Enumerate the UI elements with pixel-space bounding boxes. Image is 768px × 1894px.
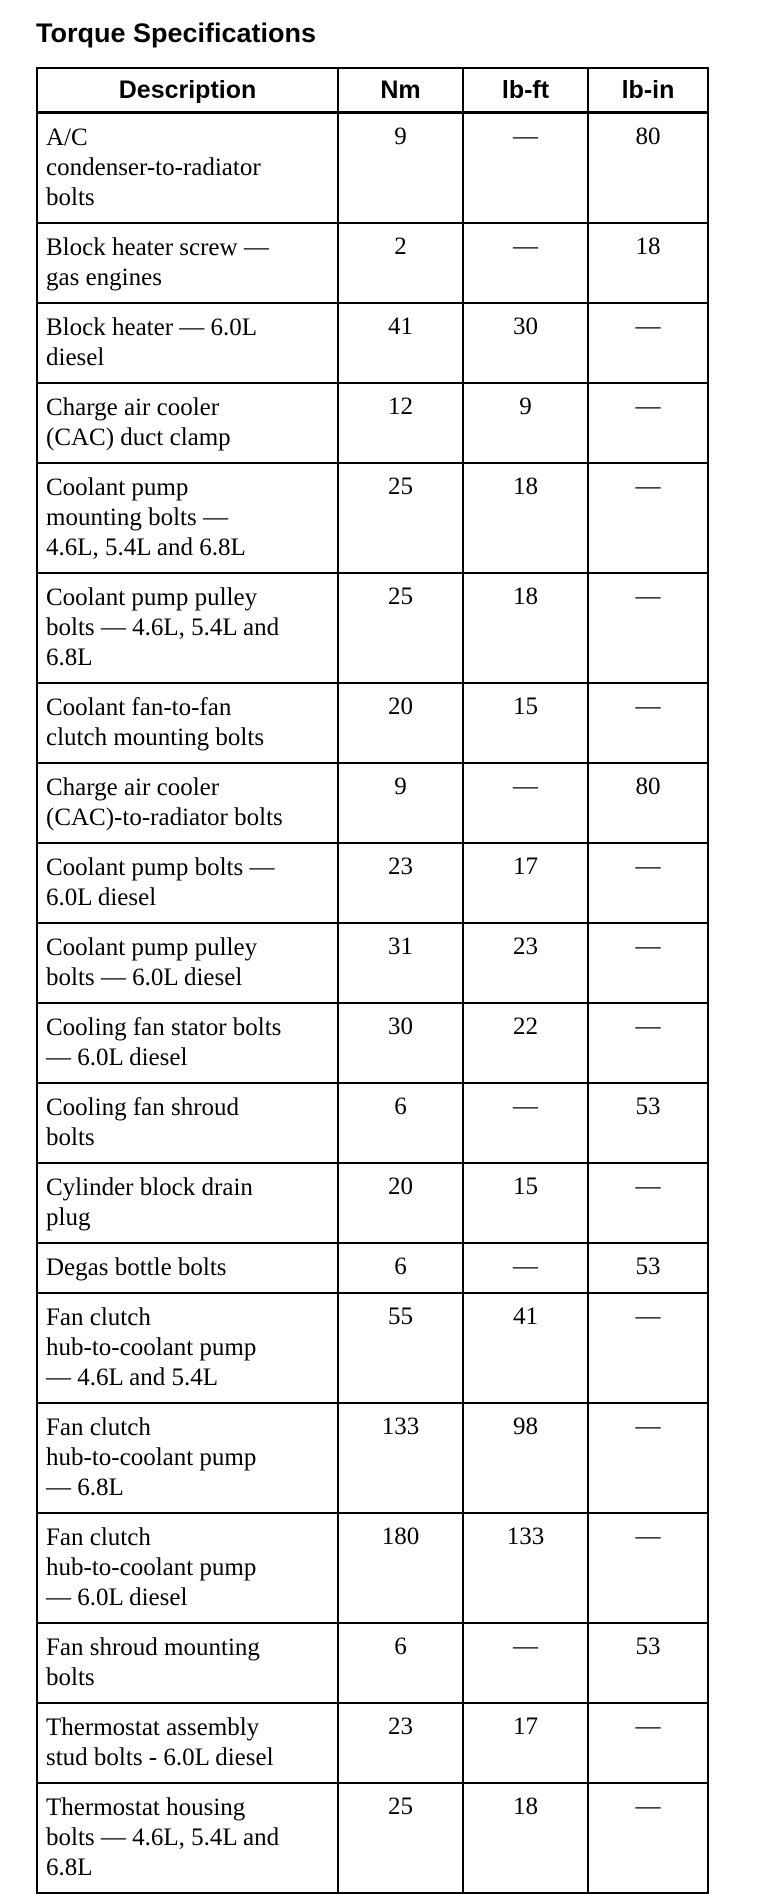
table-row — [37, 683, 708, 763]
description-line: Coolant fan-to-fan — [46, 694, 232, 721]
lb-ft-cell: — — [463, 1083, 588, 1163]
table-row — [37, 1703, 708, 1783]
table-row — [37, 1003, 708, 1083]
description-cell — [37, 763, 338, 843]
table-header-row — [37, 68, 708, 113]
description-line: condenser-to-radiator — [46, 154, 261, 181]
description-cell — [37, 1403, 338, 1513]
lb-ft-cell: 15 — [463, 1163, 588, 1243]
lb-ft-cell: 22 — [463, 1003, 588, 1083]
description-line: hub-to-coolant pump — [46, 1554, 257, 1581]
description-cell — [37, 303, 338, 383]
description-cell — [37, 1623, 338, 1703]
lb-ft-cell: 18 — [463, 573, 588, 683]
torque-spec-table — [36, 67, 709, 1894]
description-line: Coolant pump bolts — — [46, 854, 275, 881]
description-line: bolts — 4.6L, 5.4L and — [46, 614, 280, 641]
lb-ft-cell: 41 — [463, 1293, 588, 1403]
table-body — [37, 113, 708, 1894]
description-line: bolts — [46, 1124, 95, 1151]
description-line: Charge air cooler — [46, 394, 220, 421]
description-cell — [37, 1083, 338, 1163]
lb-in-cell: — — [588, 1703, 708, 1783]
description-line: mounting bolts — — [46, 504, 228, 531]
lb-ft-cell: — — [463, 763, 588, 843]
description-line: — 4.6L and 5.4L — [46, 1364, 218, 1391]
table-row — [37, 1163, 708, 1243]
description-line: plug — [46, 1204, 91, 1231]
description-line: A/C — [46, 124, 88, 151]
lb-in-cell: — — [588, 303, 708, 383]
description-line: Cylinder block drain — [46, 1174, 253, 1201]
description-line: Fan clutch — [46, 1304, 151, 1331]
table-row — [37, 763, 708, 843]
table-row — [37, 303, 708, 383]
description-line: 6.8L — [46, 644, 93, 671]
lb-ft-cell: 17 — [463, 843, 588, 923]
lb-ft-cell: — — [463, 223, 588, 303]
lb-ft-cell: 23 — [463, 923, 588, 1003]
description-line: Cooling fan shroud — [46, 1094, 240, 1121]
lb-in-cell: — — [588, 923, 708, 1003]
description-cell — [37, 223, 338, 303]
column-header-nm: Nm — [338, 68, 463, 113]
description-line: diesel — [46, 344, 105, 371]
lb-in-cell: 53 — [588, 1623, 708, 1703]
description-line: Degas bottle bolts — [46, 1254, 227, 1281]
lb-in-cell: — — [588, 1783, 708, 1893]
description-line: hub-to-coolant pump — [46, 1444, 257, 1471]
description-line: Thermostat housing — [46, 1794, 246, 1821]
lb-in-cell: — — [588, 1003, 708, 1083]
table-row — [37, 923, 708, 1003]
lb-in-cell: 53 — [588, 1083, 708, 1163]
description-cell — [37, 1243, 338, 1293]
lb-in-cell: — — [588, 383, 708, 463]
description-line: Fan clutch — [46, 1524, 151, 1551]
nm-cell: 20 — [338, 683, 463, 763]
nm-cell: 6 — [338, 1083, 463, 1163]
lb-in-cell: 80 — [588, 113, 708, 224]
table-row — [37, 223, 708, 303]
table-row — [37, 1243, 708, 1293]
lb-ft-cell: 17 — [463, 1703, 588, 1783]
nm-cell: 55 — [338, 1293, 463, 1403]
table-row — [37, 1293, 708, 1403]
table-row — [37, 1513, 708, 1623]
lb-ft-cell: 9 — [463, 383, 588, 463]
table-row — [37, 1783, 708, 1893]
description-cell — [37, 573, 338, 683]
lb-ft-cell: 18 — [463, 463, 588, 573]
nm-cell: 25 — [338, 463, 463, 573]
nm-cell: 31 — [338, 923, 463, 1003]
nm-cell: 20 — [338, 1163, 463, 1243]
nm-cell: 23 — [338, 843, 463, 923]
description-line: 6.0L diesel — [46, 884, 157, 911]
description-line: — 6.0L diesel — [46, 1044, 188, 1071]
description-line: Cooling fan stator bolts — [46, 1014, 282, 1041]
lb-ft-cell: 133 — [463, 1513, 588, 1623]
description-line: (CAC)-to-radiator bolts — [46, 804, 283, 831]
description-line: bolts — 4.6L, 5.4L and — [46, 1824, 280, 1851]
nm-cell: 6 — [338, 1623, 463, 1703]
nm-cell: 30 — [338, 1003, 463, 1083]
table-row — [37, 383, 708, 463]
lb-ft-cell: 15 — [463, 683, 588, 763]
nm-cell: 6 — [338, 1243, 463, 1293]
description-cell — [37, 1703, 338, 1783]
lb-ft-cell: — — [463, 1243, 588, 1293]
table-row — [37, 1623, 708, 1703]
description-line: stud bolts - 6.0L diesel — [46, 1744, 274, 1771]
description-line: bolts — [46, 184, 95, 211]
lb-in-cell: — — [588, 463, 708, 573]
description-line: — 6.0L diesel — [46, 1584, 188, 1611]
column-header-lb-ft: lb-ft — [463, 68, 588, 113]
page-title: Torque Specifications — [36, 18, 317, 48]
lb-in-cell: — — [588, 1293, 708, 1403]
lb-in-cell: — — [588, 1403, 708, 1513]
description-line: Block heater screw — — [46, 234, 269, 261]
description-line: clutch mounting bolts — [46, 724, 265, 751]
lb-in-cell: 80 — [588, 763, 708, 843]
description-line: — 6.8L — [46, 1474, 124, 1501]
description-line: Fan clutch — [46, 1414, 151, 1441]
description-line: Coolant pump pulley — [46, 934, 258, 961]
nm-cell: 41 — [338, 303, 463, 383]
lb-ft-cell: — — [463, 113, 588, 224]
description-line: Block heater — 6.0L — [46, 314, 258, 341]
description-cell — [37, 1003, 338, 1083]
nm-cell: 12 — [338, 383, 463, 463]
lb-in-cell: — — [588, 1163, 708, 1243]
nm-cell: 25 — [338, 573, 463, 683]
table-row — [37, 463, 708, 573]
description-line: Charge air cooler — [46, 774, 220, 801]
lb-ft-cell: 18 — [463, 1783, 588, 1893]
nm-cell: 23 — [338, 1703, 463, 1783]
lb-in-cell: — — [588, 683, 708, 763]
table-row — [37, 843, 708, 923]
description-cell — [37, 1293, 338, 1403]
table-row — [37, 573, 708, 683]
table-row — [37, 113, 708, 224]
lb-in-cell: 53 — [588, 1243, 708, 1293]
lb-in-cell: — — [588, 573, 708, 683]
description-line: 4.6L, 5.4L and 6.8L — [46, 534, 246, 561]
description-line: bolts — 6.0L diesel — [46, 964, 243, 991]
description-line: gas engines — [46, 264, 162, 291]
lb-in-cell: — — [588, 1513, 708, 1623]
description-cell — [37, 923, 338, 1003]
description-cell — [37, 113, 338, 224]
lb-ft-cell: 30 — [463, 303, 588, 383]
nm-cell: 9 — [338, 113, 463, 224]
nm-cell: 180 — [338, 1513, 463, 1623]
description-line: (CAC) duct clamp — [46, 424, 231, 451]
description-line: hub-to-coolant pump — [46, 1334, 257, 1361]
lb-ft-cell: — — [463, 1623, 588, 1703]
description-line: Thermostat assembly — [46, 1714, 260, 1741]
description-cell — [37, 1783, 338, 1893]
column-header-description: Description — [37, 68, 338, 113]
nm-cell: 9 — [338, 763, 463, 843]
description-line: 6.8L — [46, 1854, 93, 1881]
description-line: Coolant pump — [46, 474, 189, 501]
table-row — [37, 1083, 708, 1163]
description-line: Coolant pump pulley — [46, 584, 258, 611]
description-cell — [37, 463, 338, 573]
nm-cell: 2 — [338, 223, 463, 303]
description-line: bolts — [46, 1664, 95, 1691]
description-cell — [37, 1513, 338, 1623]
column-header-lb-in: lb-in — [588, 68, 708, 113]
lb-in-cell: — — [588, 843, 708, 923]
nm-cell: 25 — [338, 1783, 463, 1893]
description-line: Fan shroud mounting — [46, 1634, 260, 1661]
description-cell — [37, 1163, 338, 1243]
description-cell — [37, 383, 338, 463]
lb-in-cell: 18 — [588, 223, 708, 303]
table-row — [37, 1403, 708, 1513]
description-cell — [37, 683, 338, 763]
nm-cell: 133 — [338, 1403, 463, 1513]
description-cell — [37, 843, 338, 923]
lb-ft-cell: 98 — [463, 1403, 588, 1513]
